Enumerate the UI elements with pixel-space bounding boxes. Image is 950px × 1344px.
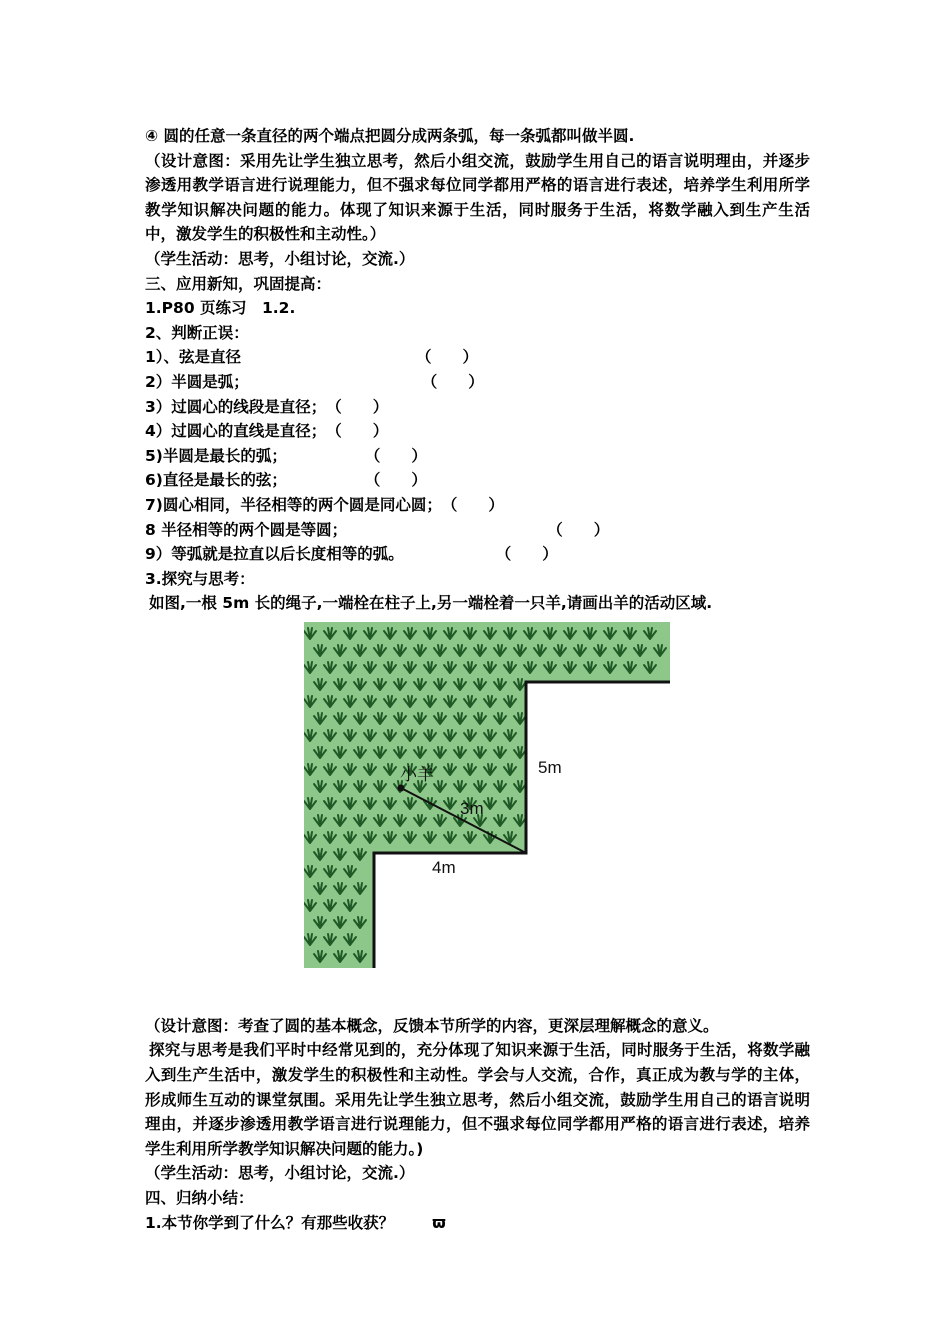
section-heading-apply: 三、应用新知，巩固提高：	[145, 274, 332, 293]
explore-title: 3.探究与思考：	[145, 569, 255, 588]
sheep-grazing-figure	[304, 622, 670, 968]
judge-item: 2）半圆是弧； （ ）	[145, 372, 484, 391]
explore-question: 如图,一根 5m 长的绳子,一端栓在柱子上,另一端栓着一只羊,请画出羊的活动区域.	[149, 594, 713, 613]
rope-length-label: 3m	[460, 799, 484, 818]
stray-glyph: ϖ	[432, 1213, 446, 1232]
judge-item: 1）、弦是直径 （ ）	[145, 348, 479, 367]
side-wall-length-label: 5m	[538, 758, 562, 777]
section-heading-summary: 四、归纳小结：	[145, 1189, 254, 1208]
design-intent-2-paragraph: 探究与思考是我们平时中经常见到的，充分体现了知识来源于生活，同时服务于生活，将数学融入到生产生活中，激发学生的积极性和主动性。学会与人交流，合作，真正成为教与学的主体，形成师生互动的课堂氛围。采用先让学生独立思考，然后小组交流，鼓励学生用自己的语言说明理由，并逐步渗透用教学语言进行说理能力，但不强求每位同学都用严格的语言进行表述，培养学生利用所学教学知识解决问题的能力。)	[145, 1041, 810, 1158]
judge-item: 8 半径相等的两个圆是等圆； （ ）	[145, 520, 610, 539]
design-intent-paragraph: （设计意图：采用先让学生独立思考，然后小组交流，鼓励学生用自己的语言说明理由，并逐步渗透用教学语言进行说理能力，但不强求每位同学都用严格的语言进行表述，培养学生利用所学教学知识解决问题的能力。体现了知识来源于生活，同时服务于生活，将数学融入到生产生活中，激发学生的积极性和主动性。）	[145, 151, 810, 244]
student-activity-note-2: （学生活动：思考，小组讨论，交流.）	[145, 1164, 415, 1183]
circle-definition-semicircle: ④ 圆的任意一条直径的两个端点把圆分成两条弧，每一条弧都叫做半圆.	[145, 127, 635, 145]
grazing-area-diagram	[304, 622, 670, 968]
summary-question: 1.本节你学到了什么？有那些收获？ ϖ	[145, 1213, 446, 1232]
judge-item: 4）过圆心的直线是直径；（ ）	[145, 422, 389, 441]
sheep-position-dot	[398, 785, 405, 792]
judge-item: 7)圆心相同，半径相等的两个圆是同心圆；（ ）	[145, 495, 504, 514]
bottom-wall-length-label: 4m	[432, 858, 456, 877]
judge-item: 3）过圆心的线段是直径；（ ）	[145, 397, 389, 416]
exercise-reference: 1.P80 页练习 1.2.	[145, 299, 296, 318]
sheep-label: 小羊	[400, 765, 434, 784]
judge-item: 6)直径是最长的弦； （ ）	[145, 471, 427, 490]
judge-title: 2、判断正误：	[145, 323, 249, 342]
judge-item: 5)半圆是最长的弧； （ ）	[145, 446, 427, 465]
judge-item: 9）等弧就是拉直以后长度相等的弧。 （ ）	[145, 545, 558, 564]
barn-wall-lower-region	[374, 853, 670, 968]
student-activity-note: （学生活动：思考，小组讨论，交流.）	[145, 249, 415, 268]
design-intent-2-first-line: （设计意图：考查了圆的基本概念，反馈本节所学的内容，更深层理解概念的意义。	[145, 1016, 719, 1035]
